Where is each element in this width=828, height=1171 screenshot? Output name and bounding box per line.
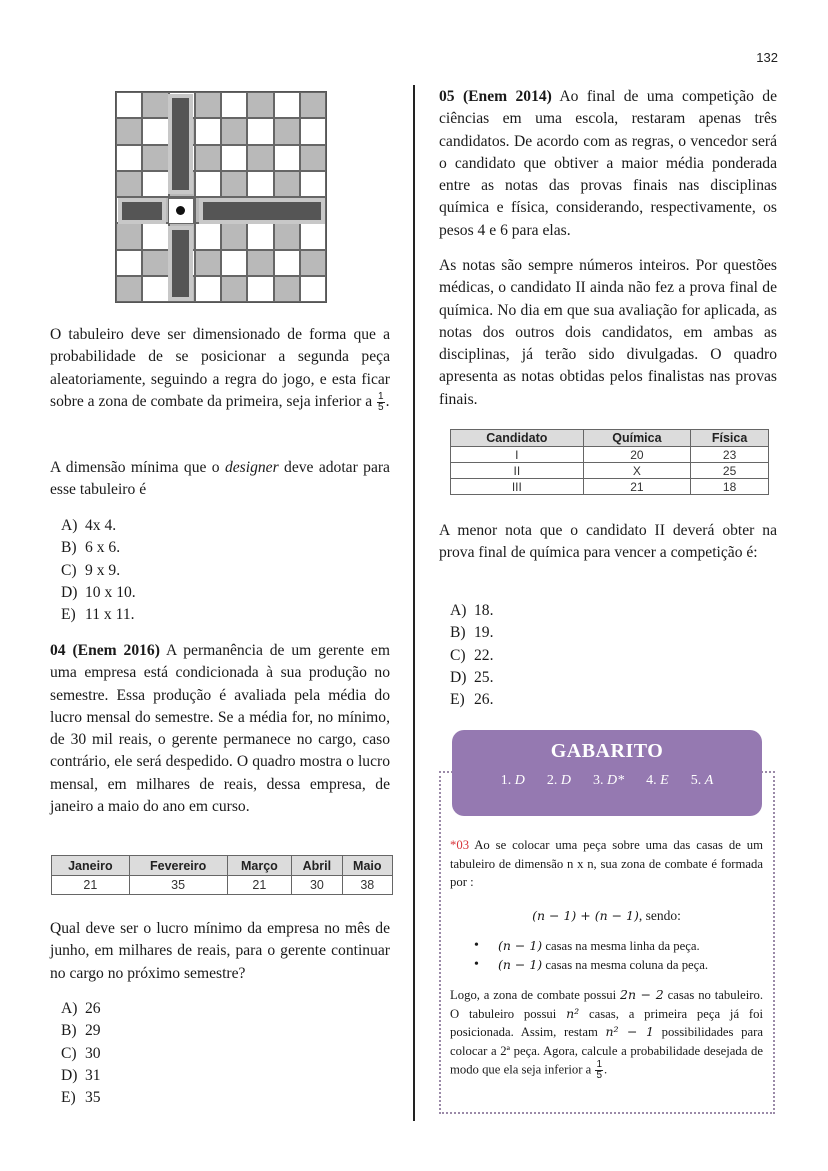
table-header-cell: Fevereiro	[129, 856, 227, 876]
table-header-cell: Abril	[292, 856, 342, 876]
answer-option	[450, 645, 777, 667]
table-row	[451, 447, 769, 463]
option-text: 19.	[474, 624, 494, 642]
game-piece	[176, 206, 185, 215]
fraction-one-fifth: $\frac{1}{5}$	[596, 1059, 603, 1081]
gabarito-answers	[452, 773, 762, 789]
option-letter: A)	[61, 1000, 78, 1017]
board-cell	[274, 145, 300, 171]
table-cell: II	[451, 463, 584, 479]
board-cell	[116, 250, 142, 276]
option-letter: D)	[61, 1066, 78, 1084]
board-cell	[221, 250, 247, 276]
option-letter: D)	[450, 668, 467, 686]
option-text: 6 x 6.	[85, 539, 121, 557]
board-cell	[221, 223, 247, 249]
table-cell: 35	[129, 876, 227, 895]
q05-context: As notas são sempre números inteiros. Por questões médicas, o candidato II ainda não fez a prova final de química. No dia em que sua avaliação for aplicada, as notas dos outros dois candidatos, em ambas as disciplinas, já terão sido divulgadas. O quadro apresenta as notas obtidas pelos finalistas nas provas finais.	[439, 257, 777, 408]
board-cell	[300, 145, 326, 171]
option-text: 22.	[474, 646, 494, 664]
option-letter: C)	[61, 561, 77, 579]
option-letter: E)	[61, 1089, 76, 1107]
answer-option	[61, 1043, 390, 1065]
table-cell: III	[451, 479, 584, 495]
option-letter: D)	[61, 583, 78, 601]
board-cell	[221, 92, 247, 118]
board-cell	[116, 276, 142, 302]
board-cell	[116, 145, 142, 171]
board-cell	[274, 250, 300, 276]
board-cell	[247, 250, 273, 276]
combat-zone-vertical-bottom	[172, 230, 189, 297]
board-cell	[195, 118, 221, 144]
board-cell	[247, 223, 273, 249]
board-cell	[195, 276, 221, 302]
board-cell	[300, 118, 326, 144]
gabarito-title: GABARITO	[550, 740, 664, 762]
table-header-cell: Física	[691, 430, 769, 447]
option-text: 25.	[474, 668, 494, 686]
table-cell: I	[451, 447, 584, 463]
board-cell	[221, 145, 247, 171]
gabarito-answer: 4. E	[646, 773, 669, 788]
board-cell	[274, 118, 300, 144]
gabarito-answer: 1. D	[500, 773, 525, 788]
board-cell	[274, 171, 300, 197]
fraction-one-fifth: $\frac{1}{5}$	[378, 390, 384, 413]
q05-question: A menor nota que o candidato II deverá obter na prova final de química para vencer a competição é:	[439, 522, 777, 562]
option-text: 18.	[474, 602, 494, 619]
q04-label: 04 (Enem 2016)	[50, 642, 160, 659]
q03-statement: O tabuleiro deve ser dimensionado de forma que a probabilidade de se posicionar a segunda peça aleatoriamente, seguindo a regra do jogo, e esta ficar sobre a zona de combate da primeira, seja inferior a $\frac{1}{5}$ .	[50, 326, 390, 413]
table-header-cell: Maio	[342, 856, 392, 876]
board-cell	[116, 92, 142, 118]
board-cell	[300, 276, 326, 302]
gabarito-answer: 3. D*	[593, 773, 625, 788]
option-letter: E)	[61, 606, 76, 624]
table-cell: 20	[583, 447, 691, 463]
option-letter: A)	[450, 602, 467, 619]
board-cell	[116, 223, 142, 249]
option-letter: B)	[61, 539, 77, 557]
checkerboard-figure	[115, 91, 327, 303]
option-text: 31	[85, 1066, 101, 1084]
answer-option	[450, 600, 777, 622]
answer-option	[61, 1087, 390, 1109]
board-cell	[195, 171, 221, 197]
q03-options	[50, 515, 390, 626]
board-cell	[300, 250, 326, 276]
gabarito-box-top-border-right	[761, 771, 775, 773]
option-text: 9 x 9.	[85, 561, 121, 579]
combat-zone-vertical-top	[172, 98, 189, 190]
option-text: 29	[85, 1022, 101, 1040]
board-cell	[274, 92, 300, 118]
table-cell: 21	[52, 876, 130, 895]
board-cell	[142, 171, 168, 197]
gabarito-header	[452, 730, 762, 816]
answer-option	[450, 622, 777, 644]
option-letter: B)	[450, 624, 466, 642]
board-cell	[195, 223, 221, 249]
board-cell	[221, 118, 247, 144]
explanation-bullet: • (n − 1) casas na mesma linha da peça.	[474, 937, 763, 956]
board-cell	[142, 145, 168, 171]
gabarito-box-top-border-left	[439, 771, 453, 773]
option-text: 26	[85, 1000, 101, 1017]
table-header-cell: Química	[583, 430, 691, 447]
q04-statement: 04 (Enem 2016) A permanência de um gerente em uma empresa está condicionada à sua produção no semestre. Essa produção é avaliada pela média do lucro mensal do semestre. Se a média for, no mínimo, de 30 mil reais, o gerente permanece no cargo, caso contrário, ele será despedido. O quadro mostra o lucro mensal, em milhares de reais, dessa empresa, de janeiro a maio do ano em curso.	[50, 642, 390, 816]
board-cell	[195, 145, 221, 171]
table-row	[451, 463, 769, 479]
q05-label: 05 (Enem 2014)	[439, 88, 552, 105]
explanation-conclusion: Logo, a zona de combate possui 2n − 2 casas no tabuleiro. O tabuleiro possui n² casas, a primeira peça já foi posicionada. Assim, restam n² − 1 possibilidades para colocar a 2ª peça. Agora, calcule a probabilidade desejada de modo que ela seja inferior a $\frac{1}{5}$ .	[450, 987, 763, 1081]
explanation-bullets	[450, 937, 763, 974]
table-header-cell: Janeiro	[52, 856, 130, 876]
option-text: 30	[85, 1044, 101, 1062]
table-cell: 38	[342, 876, 392, 895]
option-text: 11 x 11.	[85, 606, 135, 624]
board-cell	[247, 145, 273, 171]
board-cell	[221, 276, 247, 302]
explanation-formula: (n − 1) + (n − 1), sendo:	[532, 907, 681, 923]
table-cell: X	[583, 463, 691, 479]
option-letter: C)	[450, 646, 466, 664]
table-cell: 25	[691, 463, 769, 479]
answer-option	[61, 537, 390, 559]
board-cell	[247, 92, 273, 118]
q04-options	[50, 998, 390, 1109]
q05-options	[439, 600, 777, 711]
q05-statement: 05 (Enem 2014) Ao final de uma competição de ciências em uma escola, restaram apenas três candidatos. De acordo com as regras, o vencedor será o candidato que obtiver a maior média ponderada entre as notas das provas finais nas disciplinas química e física, considerando, respectivamente, os pesos 4 e 6 para elas.	[439, 88, 777, 239]
option-text: 4x 4.	[85, 517, 117, 534]
option-letter: B)	[61, 1022, 77, 1040]
q04-question: Qual deve ser o lucro mínimo da empresa no mês de junho, em milhares de reais, para o gerente continuar no cargo no próximo semestre?	[50, 920, 390, 982]
option-text: 26.	[474, 691, 494, 709]
board-cell	[195, 250, 221, 276]
board-cell	[274, 276, 300, 302]
board-cell	[142, 223, 168, 249]
gabarito-explanation	[450, 836, 763, 1081]
board-cell	[300, 92, 326, 118]
explanation-bullet: • (n − 1) casas na mesma coluna da peça.	[474, 956, 763, 975]
board-cell	[247, 118, 273, 144]
answer-option	[450, 689, 777, 711]
answer-option	[61, 1020, 390, 1042]
board-cell	[195, 92, 221, 118]
answer-option	[61, 604, 390, 626]
option-letter: C)	[61, 1044, 77, 1062]
option-letter: E)	[450, 691, 465, 709]
combat-zone-horizontal-right	[203, 202, 321, 220]
board-cell	[221, 171, 247, 197]
board-cell	[274, 223, 300, 249]
answer-option	[61, 998, 390, 1020]
board-cell	[142, 92, 168, 118]
option-text: 10 x 10.	[85, 583, 136, 601]
board-cell	[116, 118, 142, 144]
combat-zone-horizontal-left	[122, 202, 162, 220]
grades-table	[450, 429, 769, 495]
board-cell	[142, 118, 168, 144]
column-divider	[413, 85, 415, 1121]
explanation-intro: *03 Ao se colocar uma peça sobre uma das casas de um tabuleiro de dimensão n x n, sua zona de combate é formada por :	[450, 838, 763, 889]
answer-option	[61, 1065, 390, 1087]
board-cell	[300, 171, 326, 197]
table-header-cell: Candidato	[451, 430, 584, 447]
table-cell: 21	[583, 479, 691, 495]
table-cell: 21	[227, 876, 292, 895]
table-cell: 23	[691, 447, 769, 463]
board-cell	[300, 223, 326, 249]
q03-question: A dimensão mínima que o designer deve adotar para esse tabuleiro é	[50, 459, 390, 499]
option-text: 35	[85, 1089, 101, 1107]
answer-option	[61, 582, 390, 604]
board-cell	[116, 171, 142, 197]
board-cell	[247, 276, 273, 302]
table-cell: 18	[691, 479, 769, 495]
table-cell: 30	[292, 876, 342, 895]
answer-option	[61, 560, 390, 582]
gabarito-answer: 2. D	[546, 773, 571, 788]
board-cell	[142, 250, 168, 276]
table-row	[451, 479, 769, 495]
answer-option	[61, 515, 390, 537]
gabarito-answer: 5. A	[690, 773, 714, 788]
page-number: 132	[756, 50, 778, 65]
board-cell	[247, 171, 273, 197]
answer-option	[450, 667, 777, 689]
board-cell	[142, 276, 168, 302]
profit-table	[51, 855, 393, 895]
table-header-cell: Março	[227, 856, 292, 876]
option-letter: A)	[61, 517, 78, 534]
